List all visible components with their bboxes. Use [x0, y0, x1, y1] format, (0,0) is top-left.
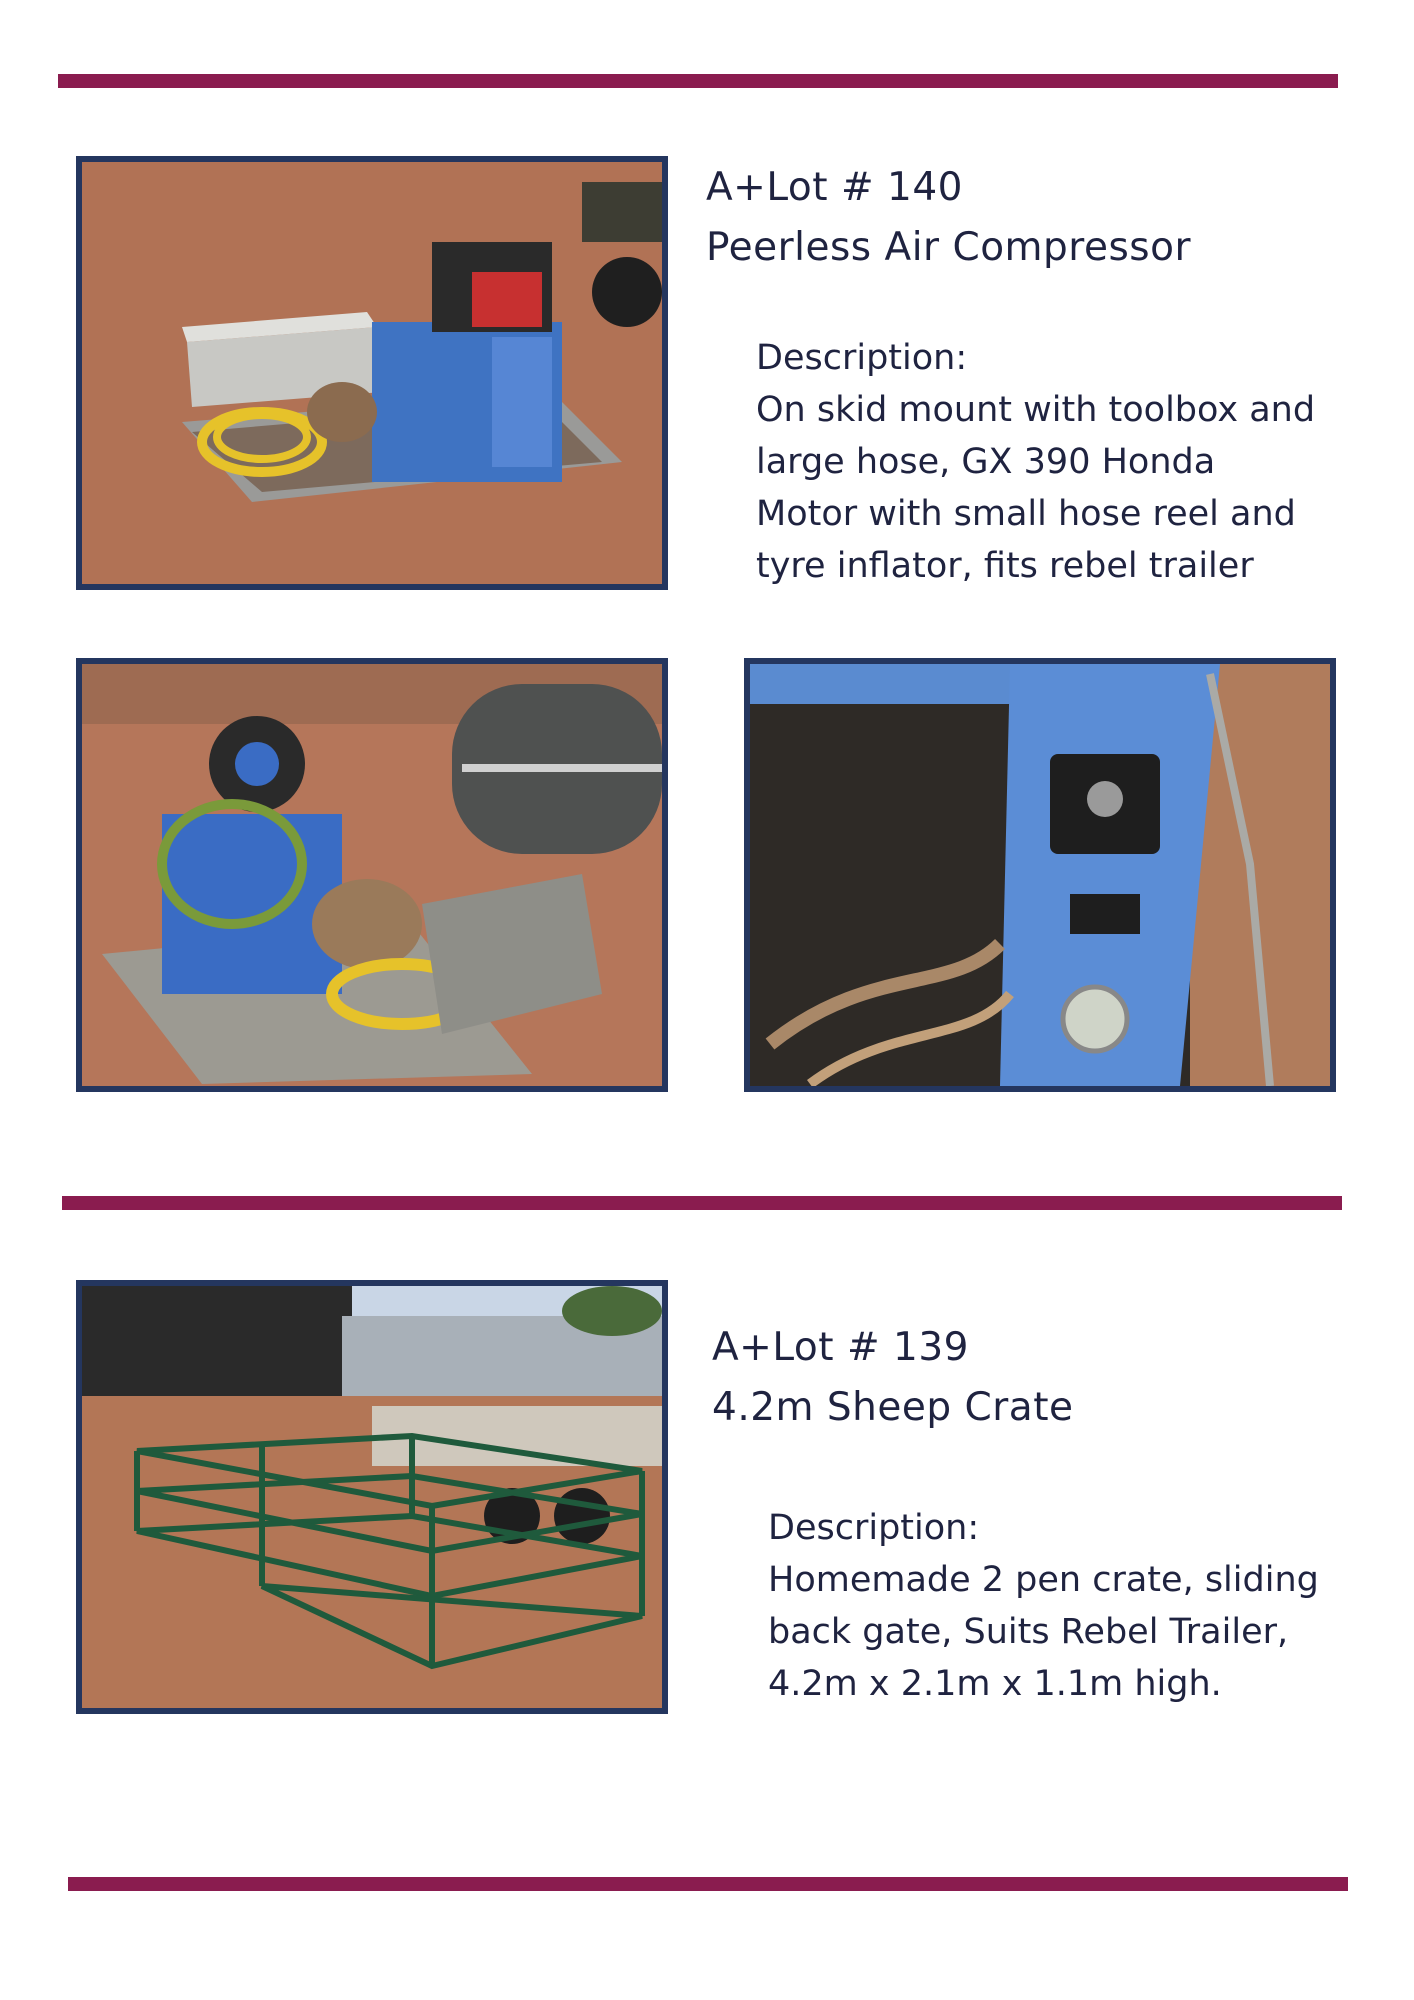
- compressor-panel-photo: [744, 658, 1336, 1092]
- lot-139-title: 4.2m Sheep Crate: [712, 1385, 1074, 1430]
- lot-140-description-line: tyre inflator, fits rebel trailer: [756, 546, 1254, 586]
- lot-139-description-line: Homemade 2 pen crate, sliding: [768, 1560, 1319, 1600]
- bottom-divider: [68, 1877, 1348, 1891]
- compressor-rear-photo: [76, 658, 668, 1092]
- lot-139-number: A+Lot # 139: [712, 1325, 969, 1370]
- lot-139-description: [768, 1502, 1319, 1710]
- lot-140-heading: [706, 158, 1191, 278]
- lot-140-description-line: On skid mount with toolbox and: [756, 390, 1316, 430]
- lot-139-heading: [712, 1318, 1073, 1438]
- middle-divider: [62, 1196, 1342, 1210]
- sheep-crate-photo: [76, 1280, 668, 1714]
- lot-140-description-label: Description:: [756, 338, 968, 378]
- lot-139-description-label: Description:: [768, 1508, 980, 1548]
- lot-139-description-line: back gate, Suits Rebel Trailer,: [768, 1612, 1289, 1652]
- lot-140-description: [756, 332, 1315, 592]
- lot-140-description-line: Motor with small hose reel and: [756, 494, 1296, 534]
- lot-140-number: A+Lot # 140: [706, 165, 963, 210]
- top-divider: [58, 74, 1338, 88]
- lot-140-title: Peerless Air Compressor: [706, 225, 1192, 270]
- lot-140-description-line: large hose, GX 390 Honda: [756, 442, 1216, 482]
- compressor-side-photo: [76, 156, 668, 590]
- lot-139-description-line: 4.2m x 2.1m x 1.1m high.: [768, 1664, 1222, 1704]
